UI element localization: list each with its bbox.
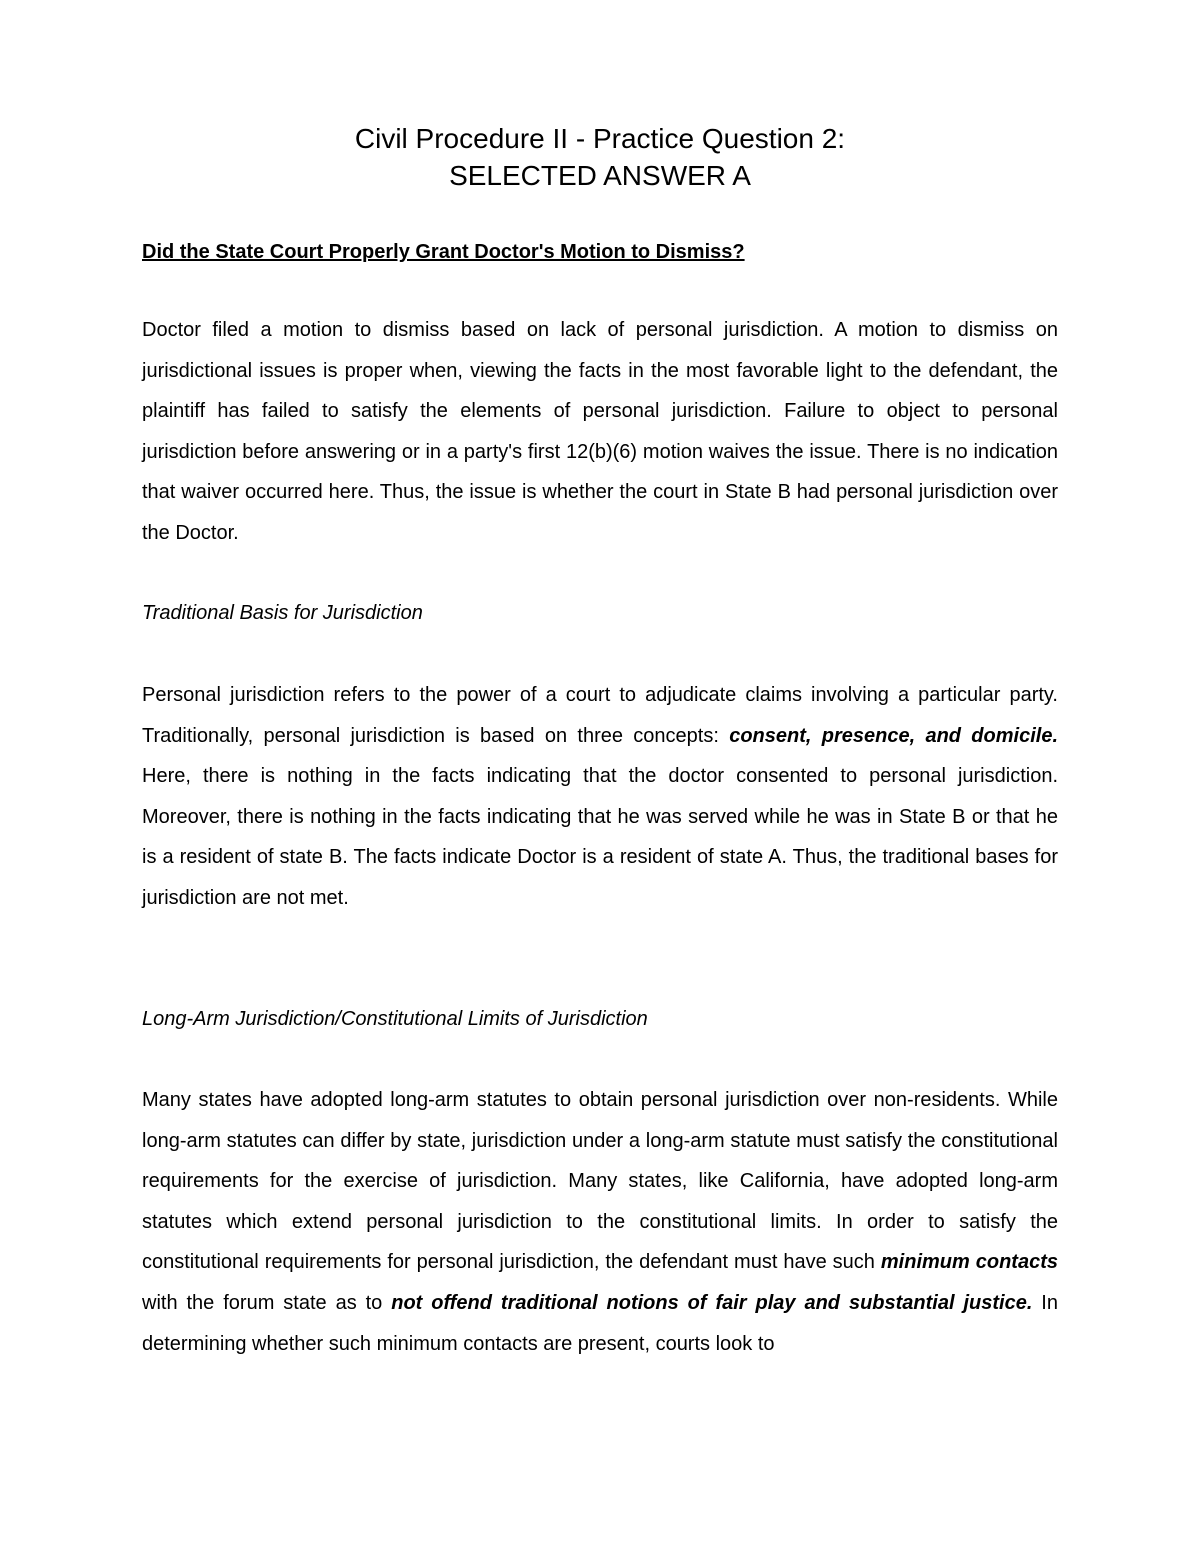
document-title: [0, 120, 1200, 194]
paragraph-traditional-basis: [142, 675, 1058, 919]
paragraph-text: Many states have adopted long-arm statutes to obtain personal jurisdiction over non-residents. While long-arm statutes can differ by state, jurisdiction under a long-arm statute must satisfy the constitutional requirements for the exercise of jurisdiction. Many states, like California, have adopted long-arm statutes which extend personal jurisdiction to the constitutional limits. In order to satisfy the constitutional requirements for personal jurisdiction, the defendant must have such: [142, 1089, 1058, 1274]
section-heading-traditional-basis: Traditional Basis for Jurisdiction: [142, 602, 423, 624]
paragraph-text: Personal jurisdiction refers to the power of a court to adjudicate claims involving a particular party. Traditionally, personal jurisdiction is based on three concepts:: [142, 684, 1058, 747]
paragraph-text: In determining whether such minimum contacts are present, courts look to: [142, 1291, 1058, 1355]
emphasis-text: consent, presence, and domicile.: [729, 724, 1058, 747]
title-line-1: Civil Procedure II - Practice Question 2:: [354, 123, 846, 154]
section-heading-long-arm: Long-Arm Jurisdiction/Constitutional Limits of Jurisdiction: [142, 1008, 648, 1030]
question-heading: Did the State Court Properly Grant Doctor's Motion to Dismiss?: [142, 241, 745, 263]
emphasis-text: not offend traditional notions of fair play and substantial justice.: [391, 1291, 1033, 1314]
paragraph-text: Here, there is nothing in the facts indicating that the doctor consented to personal jurisdiction. Moreover, there is nothing in the facts indicating that he was served while he was in State B or that he is a resident of state B. The facts indicate Doctor is a resident of state A. Thus, the traditional bases for jurisdiction are not met.: [142, 765, 1058, 909]
emphasis-text: minimum contacts: [880, 1251, 1058, 1274]
paragraph-long-arm: [142, 1080, 1058, 1364]
paragraph-text: with the forum state as to: [142, 1291, 392, 1314]
paragraph-motion-to-dismiss: Doctor filed a motion to dismiss based on lack of personal jurisdiction. A motion to dismiss on jurisdictional issues is proper when, viewing the facts in the most favorable light to the defendant, the plaintiff has failed to satisfy the elements of personal jurisdiction. Failure to object to personal jurisdiction before answering or in a party's first 12(b)(6) motion waives the issue. There is no indication that waiver occurred here. Thus, the issue is whether the court in State B had personal jurisdiction over the Doctor.: [142, 319, 1058, 544]
title-line-2: SELECTED ANSWER A: [449, 160, 751, 191]
